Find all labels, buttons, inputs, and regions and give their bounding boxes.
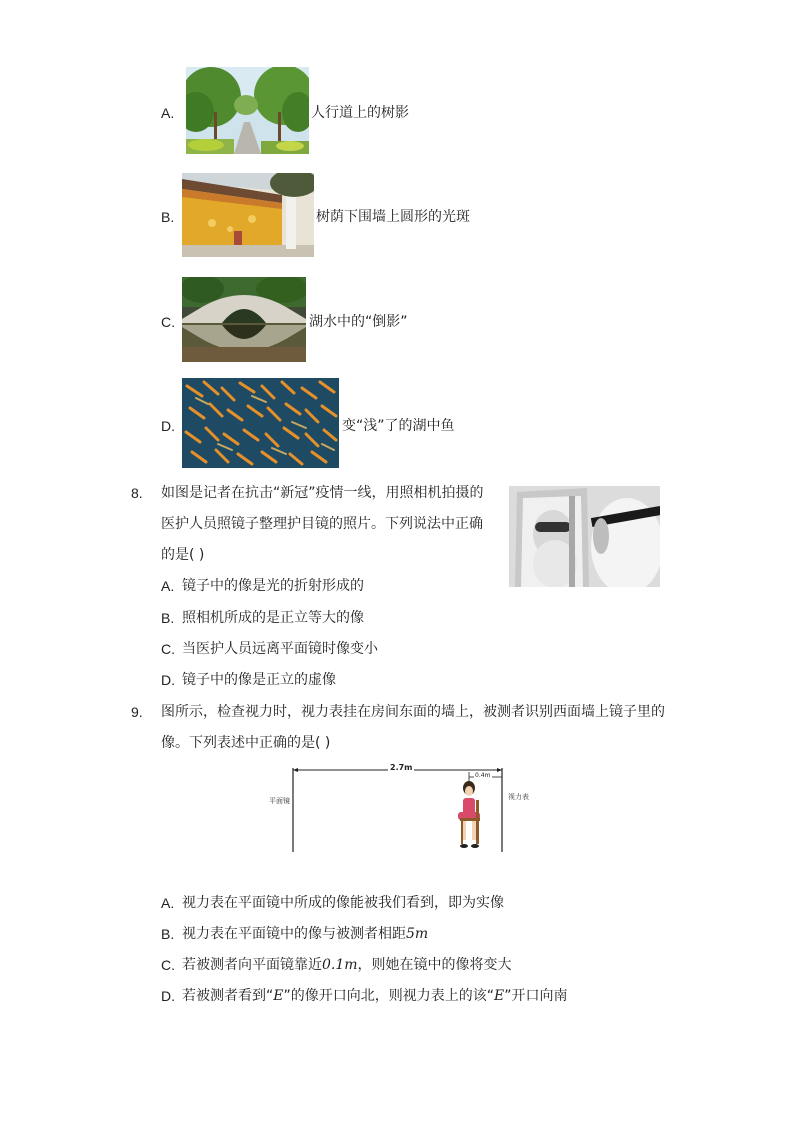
math-letter-e: E [494, 988, 505, 1004]
q9-option-b-letter: B. [161, 926, 175, 942]
q8-option-d-text: 镜子中的像是正立的虚像 [182, 672, 336, 688]
q7-option-a-letter: A. [161, 105, 175, 121]
q8-stem-line1: 如图是记者在抗击“新冠”疫情一线，用照相机拍摄的 [161, 485, 484, 501]
diagram-small-distance: 0.4m [475, 772, 491, 779]
q8-option-c-text: 当医护人员远离平面镜时像变小 [182, 641, 378, 657]
math-value: 0.1m [322, 957, 358, 973]
q8-number: 8. [131, 485, 143, 501]
q9-option-d-letter: D. [161, 988, 175, 1004]
q7-option-c-letter: C. [161, 314, 175, 330]
q7-option-b-letter: B. [161, 209, 175, 225]
q9-option-d-text: 若被测者看到“E”的像开口向北，则视力表上的该“E”开口向南 [182, 988, 568, 1004]
diagram-chart-label: 视力表 [508, 793, 529, 801]
arch-bridge-reflection-photo [182, 277, 306, 362]
q9-option-c-letter: C. [161, 957, 175, 973]
q8-option-a-text: 镜子中的像是光的折射形成的 [182, 578, 364, 594]
diagram-mirror-label: 平面镜 [269, 797, 290, 805]
eye-test-diagram [262, 760, 532, 856]
koi-fish-pond-photo [182, 378, 339, 468]
q8-option-c-letter: C. [161, 641, 175, 657]
tree-lined-sidewalk-photo [186, 67, 309, 154]
q8-stem-line2: 医护人员照镜子整理护目镜的照片。下列说法中正确 [161, 516, 483, 532]
q8-option-a-letter: A. [161, 578, 175, 594]
q7-option-a-text: 人行道上的树影 [311, 105, 409, 121]
q7-option-d-letter: D. [161, 418, 175, 434]
q9-option-b-text: 视力表在平面镜中的像与被测者相距5m [182, 926, 429, 942]
q7-option-c-text: 湖水中的“倒影” [309, 314, 408, 330]
q9-number: 9. [131, 704, 143, 720]
q7-option-d-text: 变“浅”了的湖中鱼 [342, 418, 455, 434]
q9-option-c-text: 若被测者向平面镜靠近0.1m，则她在镜中的像将变大 [182, 957, 512, 973]
q8-option-b-text: 照相机所成的是正立等大的像 [182, 610, 364, 626]
medic-mirror-photo [509, 486, 660, 587]
q8-option-b-letter: B. [161, 610, 175, 626]
q8-stem-line3: 的是( ) [161, 547, 205, 563]
q9-option-a-text: 视力表在平面镜中所成的像能被我们看到，即为实像 [182, 895, 504, 911]
math-value: 5m [406, 926, 429, 942]
q8-option-d-letter: D. [161, 672, 175, 688]
diagram-total-distance: 2.7m [390, 763, 413, 772]
q7-option-b-text: 树荫下围墙上圆形的光斑 [316, 209, 470, 225]
math-letter-e: E [273, 988, 284, 1004]
yellow-wall-shade-photo [182, 173, 314, 257]
q9-stem-line2: 像。下列表述中正确的是( ) [161, 735, 331, 751]
q9-option-a-letter: A. [161, 895, 175, 911]
q9-stem-line1: 图所示，检查视力时，视力表挂在房间东面的墙上，被测者识别西面墙上镜子里的 [161, 704, 665, 720]
